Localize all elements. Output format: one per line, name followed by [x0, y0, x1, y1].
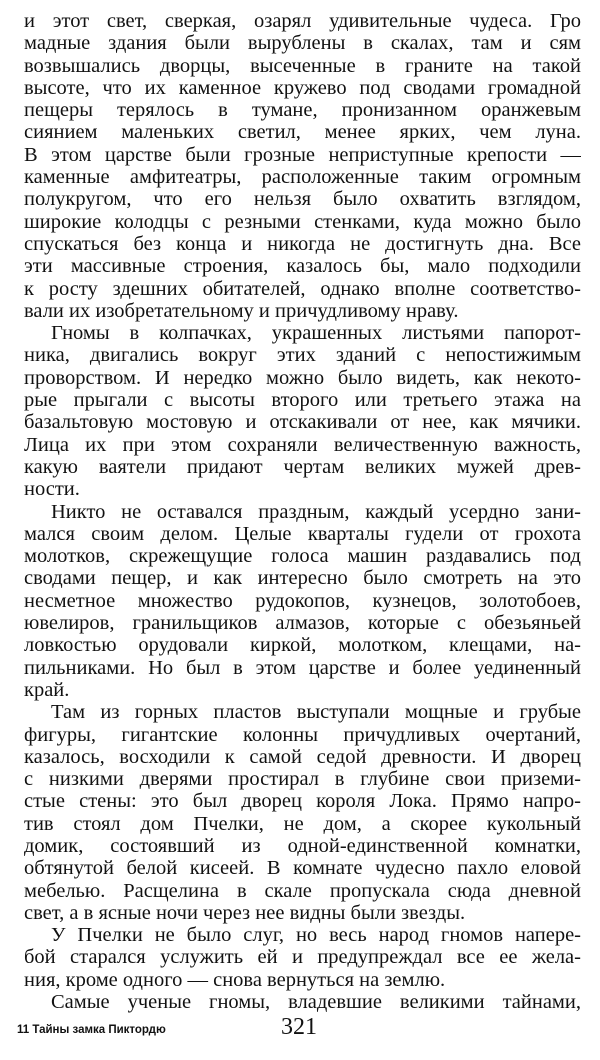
- text-line: какую ваятели придают чертам великих мужей древ-: [24, 455, 581, 478]
- text-line: казалось, восходили к самой седой древности. И дворец: [24, 745, 581, 768]
- text-line: пещеры терялось в тумане, пронизанном оранжевым: [24, 99, 581, 122]
- text-line: широкие колодцы с резными стенками, куда можно было: [24, 210, 581, 233]
- text-line: сиянием маленьких светил, менее ярких, чем луна.: [24, 121, 581, 144]
- text-line: рые прыгали с высоты второго или третьего этажа на: [24, 389, 581, 412]
- text-line: пильниками. Но был в этом царстве и более уединенный: [24, 656, 581, 679]
- page-body-text: [24, 10, 581, 1013]
- text-line: Самые ученые гномы, владевшие великими тайнами,: [51, 991, 581, 1014]
- text-line: спускаться без конца и никогда не достигнуть дна. Все: [24, 232, 581, 255]
- page-number: 321: [281, 1014, 317, 1040]
- text-line: ловкостью орудовали киркой, молотком, клещами, на-: [24, 634, 581, 657]
- text-line: тив стоял дом Пчелки, не дом, а скорее кукольный: [24, 812, 581, 835]
- text-line: базальтовую мостовую и отскакивали от нее, как мячики.: [24, 411, 581, 434]
- text-line: В этом царстве были грозные неприступные крепости —: [24, 143, 581, 166]
- text-line: У Пчелки не было слуг, но весь народ гномов напере-: [51, 924, 581, 947]
- text-line: возвышались дворцы, высеченные в граните на такой: [24, 54, 581, 77]
- text-line: и этот свет, сверкая, озарял удивительные чудеса. Гро: [24, 10, 581, 32]
- text-line: ности.: [24, 478, 80, 501]
- text-line: Там из горных пластов выступали мощные и грубые: [51, 701, 581, 724]
- text-line: обтянутой белой кисеей. В комнате чудесно пахло еловой: [24, 857, 581, 880]
- text-line: ника, двигались вокруг этих зданий с непостижимым: [24, 344, 581, 367]
- text-line: стые стены: это был дворец короля Лока. Прямо напро-: [24, 790, 581, 813]
- text-line: проворством. И нередко можно было видеть, как некото-: [24, 366, 581, 389]
- footer-signature: 11 Тайны замка Пиктордю: [17, 1024, 166, 1036]
- text-line: ния, кроме одного — снова вернуться на землю.: [24, 968, 446, 991]
- text-line: Гномы в колпачках, украшенных листьями папорот-: [51, 322, 581, 345]
- text-line: полукругом, что его нельзя было охватить взглядом,: [24, 188, 581, 211]
- text-line: молотков, скрежещущие голоса машин раздавались под: [24, 545, 581, 568]
- text-line: вали их изобретательному и причудливому нраву.: [24, 299, 459, 322]
- text-line: с низкими дверями простирал в глубине свои приземи-: [24, 768, 581, 791]
- text-line: край.: [24, 678, 70, 701]
- text-line: эти массивные строения, казалось бы, мало подходили: [24, 255, 581, 278]
- text-line: Лица их при этом сохраняли величественную важность,: [24, 433, 581, 456]
- text-line: свет, а в ясные ночи через нее видны были звезды.: [24, 901, 466, 924]
- text-line: ювелиров, гранильщиков алмазов, которые с обезьяньей: [24, 612, 581, 635]
- text-line: каменные амфитеатры, расположенные таким огромным: [24, 166, 581, 189]
- text-line: мадные здания были вырублены в скалах, там и сям: [24, 32, 581, 55]
- text-line: бой старался услужить ей и предупреждал все ее жела-: [24, 946, 581, 969]
- text-line: Никто не оставался праздным, каждый усердно зани-: [51, 500, 581, 523]
- text-line: к росту здешних обитателей, однако вполне соответство-: [24, 277, 581, 300]
- text-line: сводами пещер, и как интересно было смотреть на это: [24, 567, 581, 590]
- text-line: несметное множество рудокопов, кузнецов, золотобоев,: [24, 589, 581, 612]
- text-line: высоте, что их каменное кружево под сводами громадной: [24, 76, 581, 99]
- text-line: домик, состоявший из одной-единственной комнатки,: [24, 834, 581, 857]
- text-line: мебелью. Расщелина в скале пропускала сюда дневной: [24, 879, 581, 902]
- text-line: фигуры, гигантские колонны причудливых очертаний,: [24, 723, 581, 746]
- text-line: мался своим делом. Целые кварталы гудели от грохота: [24, 522, 581, 545]
